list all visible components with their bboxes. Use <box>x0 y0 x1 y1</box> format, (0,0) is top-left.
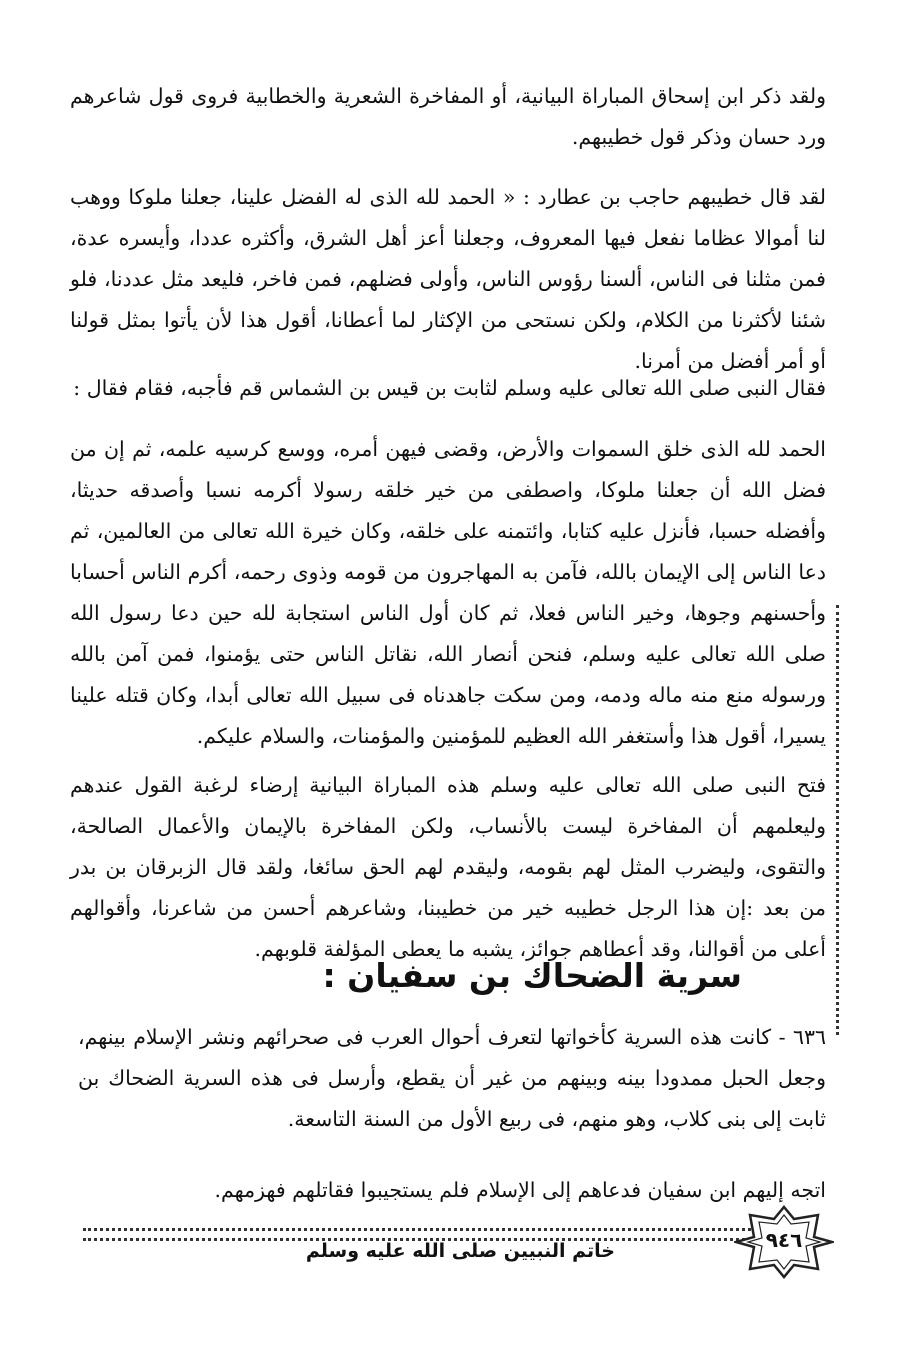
paragraph-text: اتجه إليهم ابن سفيان فدعاهم إلى الإسلام فلم يستجيبوا فقاتلهم فهزمهم. <box>214 1178 826 1202</box>
section-heading: سرية الضحاك بن سفيان : <box>322 956 742 995</box>
footer-rule-top <box>83 1228 751 1231</box>
paragraph-prophet-command <box>70 368 826 409</box>
paragraph-text: ٦٣٦ - كانت هذه السرية كأخواتها لتعرف أحوال العرب فى صحرائهم ونشر الإسلام بينهم، وجعل الحبل ممدودا بينه وبينهم من غير أن يقطع، وأرسل فى هذه السرية الضحاك بن ثابت إلى بنى كلاب، وهو منهم، فى ربيع الأول من السنة التاسعة. <box>78 1025 826 1131</box>
running-footer-title: خاتم النبيين صلى الله عليه وسلم <box>305 1240 615 1262</box>
paragraph-sariyya-intro <box>78 1017 826 1140</box>
paragraph-sariyya-outcome <box>78 1170 826 1211</box>
paragraph-commentary <box>70 765 826 970</box>
paragraph-text: فقال النبى صلى الله تعالى عليه وسلم لثابت بن قيس بن الشماس قم فأجبه، فقام فقال : <box>73 376 826 400</box>
paragraph-text: لقد قال خطيبهم حاجب بن عطارد : « الحمد لله الذى له الفضل علينا، جعلنا ملوكا ووهب لنا أموالا عظاما نفعل فيها المعروف، وجعلنا أعز أهل الشرق، وأكثره عددا، وأيسره عدة، فمن مثلنا فى الناس، ألسنا رؤوس الناس، وأولى فضلهم، فمن فاخر، فليعد مثل عددنا، فلو شئنا لأكثرنا من الكلام، ولكن نستحى من الإكثار لما أعطانا، أقول هذا لأن يأتوا بمثل قولنا أو أمر أفضل من أمرنا. <box>70 185 826 373</box>
paragraph-text: فتح النبى صلى الله تعالى عليه وسلم هذه المباراة البيانية إرضاء لرغبة القول عندهم وليعلمهم أن المفاخرة ليست بالأنساب، ولكن المفاخرة بالإيمان والأعمال الصالحة، والتقوى، وليضرب المثل لهم بقومه، وليقدم لهم الحق سائغا، ولقد قال الزبرقان بن بدر من بعد :إن هذا الرجل خطيبه خير من خطيبنا، وشاعرهم أحسن من شاعرنا، وأقوالهم أعلى من أقوالنا، وقد أعطاهم جوائز، يشبه ما يعطى المؤلفة قلوبهم. <box>70 773 826 961</box>
page-number: ٩٤٦ <box>765 1228 803 1252</box>
paragraph-text: الحمد لله الذى خلق السموات والأرض، وقضى فيهن أمره، ووسع كرسيه علمه، ثم إن من فضل الله أن جعلنا ملوكا، واصطفى من خير خلقه رسولا أكرمه نسبا وأصدقه حديثا، وأفضله حسبا، فأنزل عليه كتابا، وائتمنه على خلقه، وكان خيرة الله تعالى من العالمين، ثم دعا الناس إلى الإيمان بالله، فآمن به المهاجرون من قومه وذوى رحمه، أكرم الناس أحسابا وأحسنهم وجوها، وخير الناس فعلا، ثم كان أول الناس استجابة لله حين دعا رسول الله صلى الله تعالى عليه وسلم، فنحن أنصار الله، نقاتل الناس حتى يؤمنوا، فمن آمن بالله ورسوله منع منه ماله ودمه، ومن سكت جاهدناه فى سبيل الله تعالى أبدا، وكان قتله علينا يسيرا، أقول هذا وأستغفر الله العظيم للمؤمنين والمؤمنات، والسلام عليكم. <box>70 437 826 748</box>
paragraph-ibn-ishaq-intro <box>70 76 826 158</box>
paragraph-hajib-speech <box>70 177 826 382</box>
margin-dotted-rule <box>836 605 839 1035</box>
paragraph-thabit-speech <box>70 429 826 757</box>
paragraph-text: ولقد ذكر ابن إسحاق المباراة البيانية، أو المفاخرة الشعرية والخطابية فروى قول شاعرهم ورد حسان وذكر قول خطيبهم. <box>70 84 826 149</box>
